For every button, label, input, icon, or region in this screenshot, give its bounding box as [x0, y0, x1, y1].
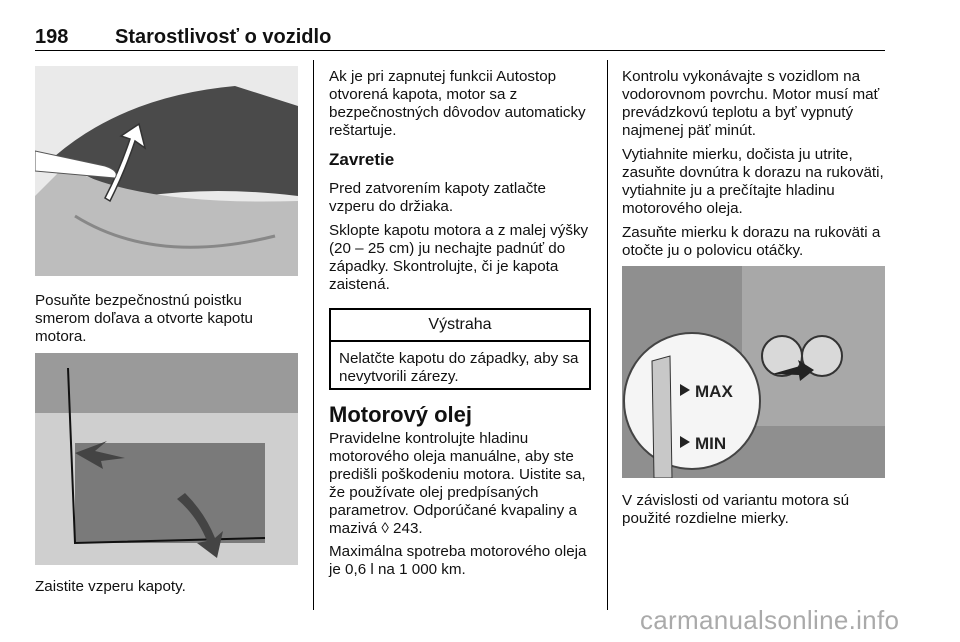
dipstick-illustration — [622, 266, 885, 478]
caption-prop-rod: Zaistite vzperu kapoty. — [35, 578, 186, 595]
warning-title: Výstraha — [331, 310, 589, 342]
figure-dipstick — [622, 266, 885, 478]
engine-bay-illustration — [35, 353, 298, 565]
dipstick-max-label: MAX — [695, 382, 733, 401]
page-header — [35, 26, 885, 50]
heading-closing: Zavretie — [329, 150, 395, 169]
heading-engine-oil: Motorový olej — [329, 402, 473, 427]
page-number: 198 — [35, 26, 69, 48]
caption-open-hood: Posuňte bezpečnostnú poistku smerom doľava a otvorte kapotu motora. — [35, 292, 254, 345]
autostop-paragraph: Ak je pri zapnutej funkcii Autostop otvorená kapota, motor sa z bezpečnostných dôvodov automaticky reštartuje. — [329, 68, 586, 139]
dipstick-min-label: MIN — [695, 434, 727, 453]
check-paragraph-2: Vytiahnite mierku, dočista ju utrite, zasuňte dovnútra k dorazu na rukoväti, vytiahnite ju a prečítajte hladinu motorového oleja. — [622, 146, 884, 217]
warning-body: Nelatčte kapotu do západky, aby sa nevytvorili zárezy. — [339, 350, 579, 385]
figure-hood-release — [35, 66, 298, 276]
close-paragraph-1: Pred zatvorením kapoty zatlačte vzperu do držiaka. — [329, 180, 546, 215]
dipstick-variant-note: V závislosti od variantu motora sú použité rozdielne mierky. — [622, 492, 850, 527]
warning-box — [329, 308, 591, 390]
column-divider-1 — [313, 60, 314, 610]
page-title: Starostlivosť o vozidlo — [115, 26, 332, 48]
column-divider-2 — [607, 60, 608, 610]
watermark: carmanualsonline.info — [640, 605, 900, 635]
check-paragraph-3: Zasuňte mierku k dorazu na rukoväti a otočte ju o polovicu otáčky. — [622, 224, 881, 259]
header-rule — [35, 50, 885, 51]
check-paragraph-1: Kontrolu vykonávajte s vozidlom na vodorovnom povrchu. Motor musí mať prevádzkovú teplotu a byť vypnutý najmenej päť minút. — [622, 68, 880, 139]
car-hood-illustration — [35, 66, 298, 276]
figure-hood-prop — [35, 353, 298, 565]
close-paragraph-2: Sklopte kapotu motora a z malej výšky (20 – 25 cm) ju nechajte padnúť do západky. Skontrolujte, či je kapota zaistená. — [329, 222, 589, 293]
oil-paragraph-1: Pravidelne kontrolujte hladinu motorového oleja manuálne, aby ste predišli poškodeniu motora. Uistite sa, že používate olej predpísaných parametrov. Odporúčané kvapaliny a mazivá ◊ 243. — [329, 430, 586, 537]
oil-paragraph-2: Maximálna spotreba motorového oleja je 0,6 l na 1 000 km. — [329, 543, 587, 578]
